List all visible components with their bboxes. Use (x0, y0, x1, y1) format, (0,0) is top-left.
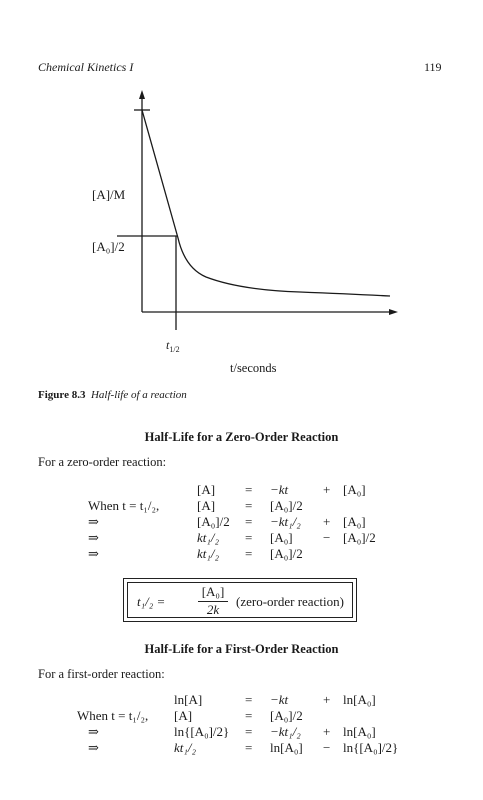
equation-condition: ⇒ (88, 530, 99, 545)
equation-term1: −kt (270, 692, 289, 707)
figure-caption (38, 389, 187, 401)
half-concentration-label: [A₀]/2 (92, 239, 125, 254)
first-order-heading: Half-Life for a First-Order Reaction (144, 642, 339, 656)
running-title: Chemical Kinetics I (38, 60, 134, 74)
equation-term1: [A₀] (270, 530, 293, 545)
y-axis-arrow (139, 90, 145, 99)
result-box-inner-border (127, 582, 353, 618)
equation-condition: ⇒ (88, 724, 99, 739)
x-axis-label: t/seconds (230, 361, 277, 375)
x-tick-label: $t_{1/2}$ (166, 338, 180, 354)
equation-term2: [A₀]/2 (343, 530, 376, 545)
equation-condition: ⇒ (88, 740, 99, 755)
equation-equals: = (245, 724, 253, 739)
equation-lhs: [A] (197, 482, 216, 497)
equation-term2: [A₀] (343, 482, 366, 497)
equation-condition: When t = t₁/₂, (77, 708, 149, 723)
equation-lhs: [A] (174, 708, 193, 723)
fraction-denominator: 2k (206, 602, 220, 617)
equation-operator: − (323, 530, 331, 545)
equation-condition: When t = t₁/₂, (88, 498, 160, 513)
equation-operator: + (323, 724, 331, 739)
equation-term2: ln[A₀] (343, 724, 376, 739)
figure-caption-text: Half-life of a reaction (90, 389, 187, 401)
equation-term1: [A₀]/2 (270, 546, 303, 561)
half-life-symbol: t₁/₂ = (137, 594, 166, 609)
equation-lhs: ln{[A₀]/2} (174, 724, 230, 739)
equation-lhs: kt₁/₂ (197, 546, 220, 561)
y-axis-label: [A]/M (92, 187, 126, 202)
equation-equals: = (245, 546, 253, 561)
equation-term1: −kt₁/₂ (270, 514, 301, 529)
zero-order-note: (zero-order reaction) (236, 594, 344, 609)
equation-equals: = (245, 498, 253, 513)
page-number: 119 (424, 60, 442, 74)
equation-lhs: [A] (197, 498, 216, 513)
equation-equals: = (245, 692, 253, 707)
equation-equals: = (245, 482, 253, 497)
equation-condition: ⇒ (88, 514, 99, 529)
zero-order-result-box (123, 578, 357, 622)
equation-condition: ⇒ (88, 546, 99, 561)
equation-term1: −kt₁/₂ (270, 724, 301, 739)
equation-term1: [A₀]/2 (270, 708, 303, 723)
equation-term1: ln[A₀] (270, 740, 303, 755)
figure-caption-label: Figure 8.3 (38, 389, 86, 401)
concentration-curve (142, 110, 390, 296)
equation-equals: = (245, 530, 253, 545)
x-axis-arrow (389, 309, 398, 315)
half-life-figure (0, 0, 483, 380)
equation-equals: = (245, 708, 253, 723)
zero-order-intro: For a zero-order reaction: (38, 455, 167, 469)
equation-operator: + (323, 692, 331, 707)
equation-term1: −kt (270, 482, 289, 497)
equation-lhs: kt₁/₂ (197, 530, 220, 545)
equation-equals: = (245, 514, 253, 529)
equation-operator: + (323, 514, 331, 529)
equation-term2: ln[A₀] (343, 692, 376, 707)
equation-term1: [A₀]/2 (270, 498, 303, 513)
equation-equals: = (245, 740, 253, 755)
zero-order-heading: Half-Life for a Zero-Order Reaction (144, 430, 339, 444)
equation-operator: + (323, 482, 331, 497)
equation-operator: − (323, 740, 331, 755)
equation-term2: [A₀] (343, 514, 366, 529)
equation-term2: ln{[A₀]/2} (343, 740, 399, 755)
fraction-numerator: [A₀] (201, 584, 225, 599)
first-order-intro: For a first-order reaction: (38, 667, 165, 681)
equation-lhs: [A₀]/2 (197, 514, 230, 529)
equation-lhs: kt₁/₂ (174, 740, 197, 755)
equation-lhs: ln[A] (174, 692, 203, 707)
